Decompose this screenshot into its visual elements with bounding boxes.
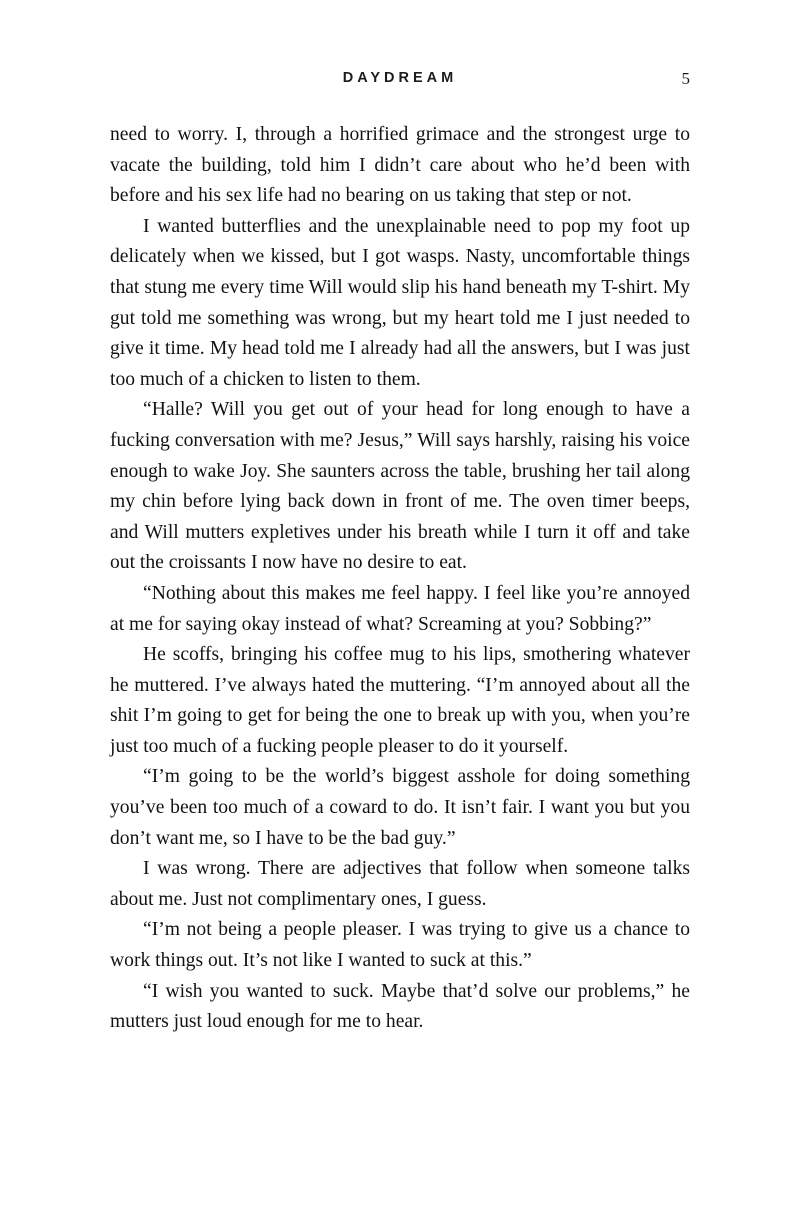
paragraph: “Halle? Will you get out of your head for long enough to have a fucking conversation with me? Jesus,” Will says harshly, raising his voice enough to wake Joy. She saunters across the table, brushing her tail along my chin before lying back down in front of me. The oven timer beeps, and Will mutters expletives under his breath while I turn it off and take out the croissants I now have no desire to eat. [110, 399, 690, 574]
body-text [110, 120, 690, 1038]
page-header [110, 70, 690, 92]
paragraph: “I’m not being a people pleaser. I was trying to give us a chance to work things out. It’s not like I wanted to suck at this.” [110, 919, 690, 972]
running-header: DAYDREAM [342, 70, 458, 86]
paragraph: He scoffs, bringing his coffee mug to his lips, smothering whatever he muttered. I’ve always hated the muttering. “I’m annoyed about all the shit I’m going to get for being the one to break up with you, when you’re just too much of a fucking people pleaser to do it yourself. [110, 644, 690, 757]
page-number: 5 [681, 69, 690, 88]
paragraph: “I’m going to be the world’s biggest asshole for doing something you’ve been too much of a coward to do. It isn’t fair. I want you but you don’t want me, so I have to be the bad guy.” [110, 766, 690, 849]
paragraph: I wanted butterflies and the unexplainable need to pop my foot up delicately when we kissed, but I got wasps. Nasty, uncomfortable things that stung me every time Will would slip his hand beneath my T-shirt. My gut told me something was wrong, but my heart told me I just needed to give it time. My head told me I already had all the answers, but I was just too much of a chicken to listen to them. [110, 215, 690, 390]
paragraph: I was wrong. There are adjectives that follow when someone talks about me. Just not complimentary ones, I guess. [110, 858, 690, 910]
paragraph: “Nothing about this makes me feel happy. I feel like you’re annoyed at me for saying okay instead of what? Screaming at you? Sobbing?” [110, 582, 690, 635]
paragraph: need to worry. I, through a horrified grimace and the strongest urge to vacate the building, told him I didn’t care about who he’d been with before and his sex life had no bearing on us taking that step or not. [110, 124, 690, 207]
paragraph: “I wish you wanted to suck. Maybe that’d solve our problems,” he mutters just loud enough for me to hear. [110, 980, 690, 1033]
